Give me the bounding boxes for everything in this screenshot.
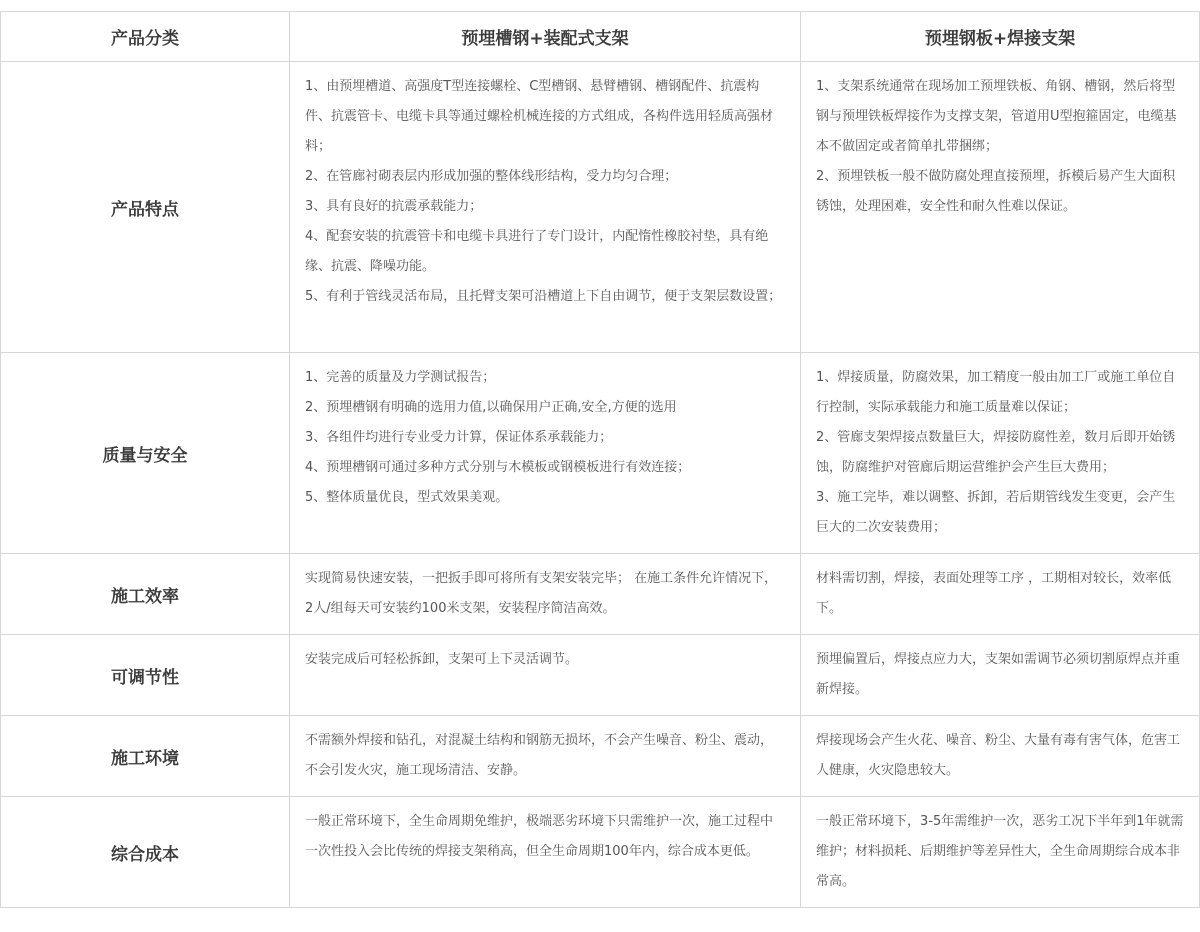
- text-line: 5、有利于管线灵活布局，且托臂支架可沿槽道上下自由调节，便于支架层数设置；: [305, 289, 782, 304]
- row-category: 质量与安全: [1, 353, 290, 554]
- text-line: 焊接现场会产生火花、噪音、粉尘、大量有毒有害气体，危害工人健康，火灾隐患较大。: [816, 733, 1181, 778]
- cell-option-a: [290, 353, 801, 554]
- text-line: 2、预埋铁板一般不做防腐处理直接预埋，拆模后易产生大面积锈蚀，处理困难，安全性和耐久性难以保证。: [816, 169, 1176, 214]
- text-line: 1、支架系统通常在现场加工预埋铁板、角钢、槽钢，然后将型钢与预埋铁板焊接作为支撑支架，管道用U型抱箍固定，电缆基本不做固定或者简单扎带捆绑；: [816, 79, 1177, 154]
- cell-option-a: [290, 554, 801, 635]
- text-line: 预埋偏置后，焊接点应力大，支架如需调节必须切割原焊点并重新焊接。: [816, 652, 1181, 697]
- text-line: 不需额外焊接和钻孔，对混凝土结构和钢筋无损坏，不会产生噪音、粉尘、震动，不会引发火灾，施工现场清洁、安静。: [305, 733, 774, 778]
- row-overall-cost: [1, 797, 1200, 908]
- comparison-table: [0, 11, 1200, 908]
- row-adjustability: [1, 635, 1200, 716]
- cell-option-a: [290, 62, 801, 353]
- cell-option-b: [801, 554, 1200, 635]
- text-line: 3、各组件均进行专业受力计算，保证体系承载能力；: [305, 430, 613, 445]
- text-line: 安装完成后可轻松拆卸，支架可上下灵活调节。: [305, 652, 579, 667]
- header-category: 产品分类: [1, 12, 290, 62]
- text-line: 1、焊接质量，防腐效果，加工精度一般由加工厂或施工单位自行控制，实际承载能力和施工质量难以保证；: [816, 370, 1176, 415]
- cell-option-b: [801, 635, 1200, 716]
- header-embedded-plate-welded-bracket: 预埋钢板+焊接支架: [801, 12, 1200, 62]
- text-line: 2、在管廊衬砌表层内形成加强的整体线形结构，受力均匀合理；: [305, 169, 678, 184]
- text-line: 一般正常环境下，全生命周期免维护，极端恶劣环境下只需维护一次，施工过程中一次性投入会比传统的焊接支架稍高，但全生命周期100年内，综合成本更低。: [305, 814, 774, 859]
- text-line: 3、施工完毕，难以调整、拆卸，若后期管线发生变更，会产生巨大的二次安装费用；: [816, 490, 1176, 535]
- text-line: 2、预埋槽钢有明确的选用力值,以确保用户正确,安全,方便的选用: [305, 400, 677, 415]
- header-row: [1, 12, 1200, 62]
- text-line: 5、整体质量优良，型式效果美观。: [305, 490, 509, 505]
- text-line: 实现简易快速安装，一把扳手即可将所有支架安装完毕； 在施工条件允许情况下，2人/组每天可安装约100米支架，安装程序简洁高效。: [305, 571, 778, 616]
- row-category: 综合成本: [1, 797, 290, 908]
- text-line: 一般正常环境下，3-5年需维护一次，恶劣工况下半年到1年就需维护；材料损耗、后期维护等差异性大，全生命周期综合成本非常高。: [816, 814, 1184, 889]
- text-line: 2、管廊支架焊接点数量巨大，焊接防腐性差，数月后即开始锈蚀，防腐维护对管廊后期运营维护会产生巨大费用；: [816, 430, 1176, 475]
- text-line: 4、配套安装的抗震管卡和电缆卡具进行了专门设计，内配惰性橡胶衬垫，具有绝缘、抗震、降噪功能。: [305, 229, 769, 274]
- text-line: 4、预埋槽钢可通过多种方式分别与木模板或钢模板进行有效连接；: [305, 460, 691, 475]
- row-construction-efficiency: [1, 554, 1200, 635]
- text-line: 材料需切割，焊接，表面处理等工序 ，工期相对较长，效率低下。: [816, 571, 1172, 616]
- text-line: 3、具有良好的抗震承载能力；: [305, 199, 483, 214]
- cell-option-a: [290, 635, 801, 716]
- table-body: [1, 62, 1200, 908]
- cell-option-b: [801, 797, 1200, 908]
- row-category: 施工环境: [1, 716, 290, 797]
- cell-option-b: [801, 62, 1200, 353]
- cell-option-b: [801, 716, 1200, 797]
- cell-option-b: [801, 353, 1200, 554]
- text-line: 1、完善的质量及力学测试报告；: [305, 370, 496, 385]
- row-construction-environment: [1, 716, 1200, 797]
- row-category: 可调节性: [1, 635, 290, 716]
- cell-option-a: [290, 716, 801, 797]
- cell-option-a: [290, 797, 801, 908]
- row-category: 产品特点: [1, 62, 290, 353]
- row-quality-safety: [1, 353, 1200, 554]
- row-category: 施工效率: [1, 554, 290, 635]
- row-features: [1, 62, 1200, 353]
- header-embedded-channel-assembled-bracket: 预埋槽钢+装配式支架: [290, 12, 801, 62]
- text-line: 1、由预埋槽道、高强度T型连接螺栓、C型槽钢、悬臂槽钢、槽钢配件、抗震构件、抗震管卡、电缆卡具等通过螺栓机械连接的方式组成，各构件选用轻质高强材料；: [305, 79, 774, 154]
